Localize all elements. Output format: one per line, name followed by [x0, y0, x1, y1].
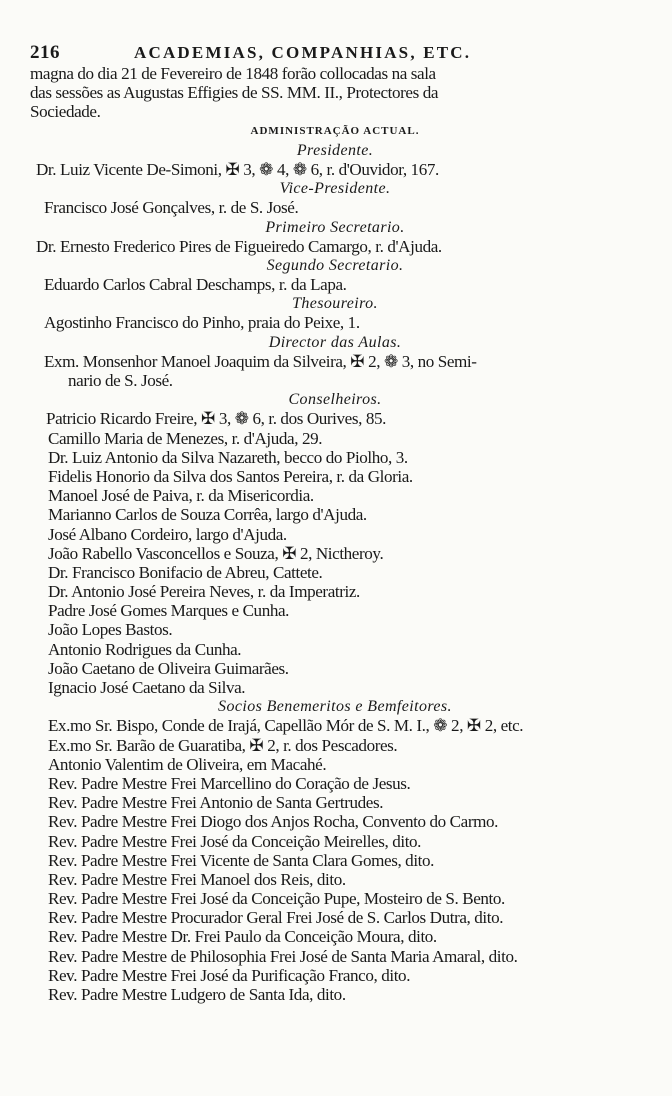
entry-socio: Ex.mo Sr. Bispo, Conde de Irajá, Capellão Mór de S. M. I., ❁ 2, ✠ 2, etc.	[48, 716, 524, 736]
caption-director: Director das Aulas.	[268, 333, 402, 351]
entry-socio: Rev. Padre Mestre Frei Manoel dos Reis, dito.	[48, 869, 346, 889]
intro-line: magna do dia 21 de Fevereiro de 1848 forão collocadas na sala	[30, 64, 436, 83]
caption-conselheiros: Conselheiros.	[288, 391, 382, 409]
page-header	[30, 42, 640, 66]
caption-thesoureiro: Thesoureiro.	[292, 295, 378, 313]
entry-director-continued: nario de S. José.	[68, 371, 173, 390]
entry-socio: Rev. Padre Mestre Frei Diogo dos Anjos Rocha, Convento do Carmo.	[48, 812, 499, 832]
caption-segundo-secretario: Segundo Secretario.	[266, 256, 404, 274]
caption-vice-presidente: Vice-Presidente.	[279, 180, 391, 198]
entry-conselheiro: Patricio Ricardo Freire, ✠ 3, ❁ 6, r. dos Ourives, 85.	[46, 409, 386, 429]
caption-primeiro-secretario: Primeiro Secretario.	[265, 218, 405, 236]
entry-conselheiro: Dr. Antonio José Pereira Neves, r. da Imperatriz.	[48, 582, 360, 602]
caption-presidente: Presidente.	[296, 141, 374, 159]
entry-socio: Rev. Padre Mestre Dr. Frei Paulo da Conceição Moura, dito.	[48, 927, 437, 947]
intro-line: Sociedade.	[30, 102, 101, 122]
entry-director: Exm. Monsenhor Manoel Joaquim da Silveira, ✠ 2, ❁ 3, no Semi-	[44, 351, 477, 371]
entry-presidente: Dr. Luiz Vicente De-Simoni, ✠ 3, ❁ 4, ❁ 6, r. d'Ouvidor, 167.	[36, 159, 439, 179]
entry-socio: Rev. Padre Mestre Frei Marcellino do Coração de Jesus.	[48, 773, 411, 793]
running-head: ACADEMIAS, COMPANHIAS, ETC.	[134, 43, 472, 62]
entry-segundo-secretario: Eduardo Carlos Cabral Deschamps, r. da Lapa.	[44, 275, 347, 295]
entry-primeiro-secretario: Dr. Ernesto Frederico Pires de Figueiredo Camargo, r. d'Ajuda.	[36, 236, 442, 256]
entry-socio: Rev. Padre Mestre Frei Vicente de Santa Clara Gomes, dito.	[48, 850, 435, 870]
entry-vice-presidente: Francisco José Gonçalves, r. de S. José.	[44, 198, 299, 218]
entry-socio: Rev. Padre Mestre Procurador Geral Frei José de S. Carlos Dutra, dito.	[48, 908, 504, 928]
entry-socio: Rev. Padre Mestre Frei José da Purificação Franco, dito.	[48, 965, 411, 985]
intro-line: das sessões as Augustas Effigies de SS. MM. II., Protectores da	[30, 83, 439, 103]
entry-conselheiro: José Albano Cordeiro, largo d'Ajuda.	[48, 524, 287, 544]
entry-socio: Rev. Padre Mestre de Philosophia Frei José de Santa Maria Amaral, dito.	[48, 946, 518, 966]
entry-conselheiro: Marianno Carlos de Souza Corrêa, largo d'Ajuda.	[48, 505, 367, 525]
entry-socio: Rev. Padre Mestre Frei José da Conceição Pupe, Mosteiro de S. Bento.	[48, 889, 505, 909]
entry-thesoureiro: Agostinho Francisco do Pinho, praia do Peixe, 1.	[44, 313, 360, 333]
entry-conselheiro: Fidelis Honorio da Silva dos Santos Pereira, r. da Gloria.	[48, 466, 413, 486]
entry-socio: Rev. Padre Mestre Frei Antonio de Santa Gertrudes.	[48, 793, 384, 813]
entry-conselheiro: João Lopes Bastos.	[48, 620, 173, 640]
entry-conselheiro: João Rabello Vasconcellos e Souza, ✠ 2, Nictheroy.	[48, 543, 384, 563]
page-number: 216	[30, 42, 60, 63]
entry-conselheiro: Padre José Gomes Marques e Cunha.	[48, 601, 290, 621]
entry-socio: Rev. Padre Mestre Frei José da Conceição Meirelles, dito.	[48, 831, 422, 851]
entry-socio: Antonio Valentim de Oliveira, em Macahé.	[48, 754, 327, 774]
entry-conselheiro: João Caetano de Oliveira Guimarães.	[48, 658, 289, 678]
entry-socio: Rev. Padre Mestre Ludgero de Santa Ida, dito.	[48, 985, 346, 1004]
entry-conselheiro: Dr. Francisco Bonifacio de Abreu, Cattete.	[48, 562, 323, 582]
entry-conselheiro: Camillo Maria de Menezes, r. d'Ajuda, 29.	[48, 428, 323, 448]
caption-socios: Socios Benemeritos e Bemfeitores.	[218, 698, 452, 716]
entry-conselheiro: Ignacio José Caetano da Silva.	[48, 678, 246, 697]
page-body	[30, 64, 640, 1004]
entry-conselheiro: Dr. Luiz Antonio da Silva Nazareth, becco do Piolho, 3.	[48, 447, 408, 467]
section-heading: ADMINISTRAÇÃO ACTUAL.	[250, 124, 420, 137]
entry-conselheiro: Manoel José de Paiva, r. da Misericordia.	[48, 486, 314, 506]
entry-conselheiro: Antonio Rodrigues da Cunha.	[48, 639, 242, 659]
entry-socio: Ex.mo Sr. Barão de Guaratiba, ✠ 2, r. dos Pescadores.	[48, 735, 398, 755]
